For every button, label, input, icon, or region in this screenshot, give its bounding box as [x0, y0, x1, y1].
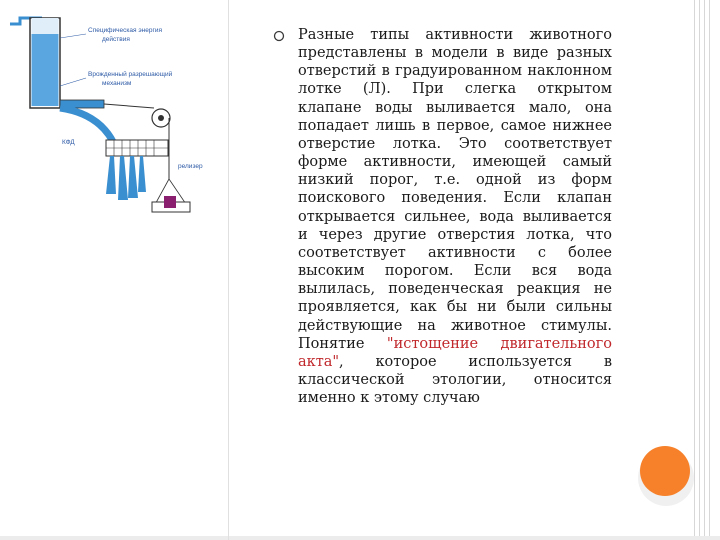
orange-circle-decoration — [640, 446, 690, 496]
figure-label-kfd: КФД — [62, 139, 75, 146]
figure-label-innate-releasing: Врожденный разрешающий — [88, 71, 173, 78]
figure-label-releaser: релизер — [178, 163, 203, 170]
slide-border-line — [709, 0, 710, 540]
hydraulic-model-diagram — [6, 4, 228, 218]
slide-border-line — [694, 0, 695, 540]
figure-label-innate-releasing-2: механизм — [102, 80, 132, 87]
bullet-ring-icon — [272, 29, 286, 43]
slide-border-line — [704, 0, 705, 540]
body-text-end: , которое используется в классической этологии, относится именно к этому случаю — [298, 353, 612, 407]
body-paragraph — [298, 26, 612, 407]
figure-label-specific-energy-2: действия — [102, 36, 130, 43]
column-divider — [228, 0, 229, 540]
figure-label-specific-energy: Специфическая энергия — [88, 27, 162, 34]
slide-border-line — [699, 0, 700, 540]
body-highlight-term: "истощение двигательного акта" — [298, 335, 612, 370]
slide-bottom-bar — [0, 536, 720, 540]
body-text-start: Разные типы активности животного представлены в модели в виде разных отверстий в градуированном наклонном лотке (Л). При слегка открытом клапане воды выливается мало, она попадает лишь в первое, самое нижнее отверстие лотка. Это соответствует форме активности, имеющей самый низкий порог, т.е. одной из форм поискового поведения. Если клапан открывается сильнее, вода выливается и через другие отверстия лотка, что соответствует активности с более высоким порогом. Если вся вода вылилась, поведенческая реакция не проявляется, как бы ни были сильны действующие на животное стимулы. Понятие — [298, 27, 612, 352]
